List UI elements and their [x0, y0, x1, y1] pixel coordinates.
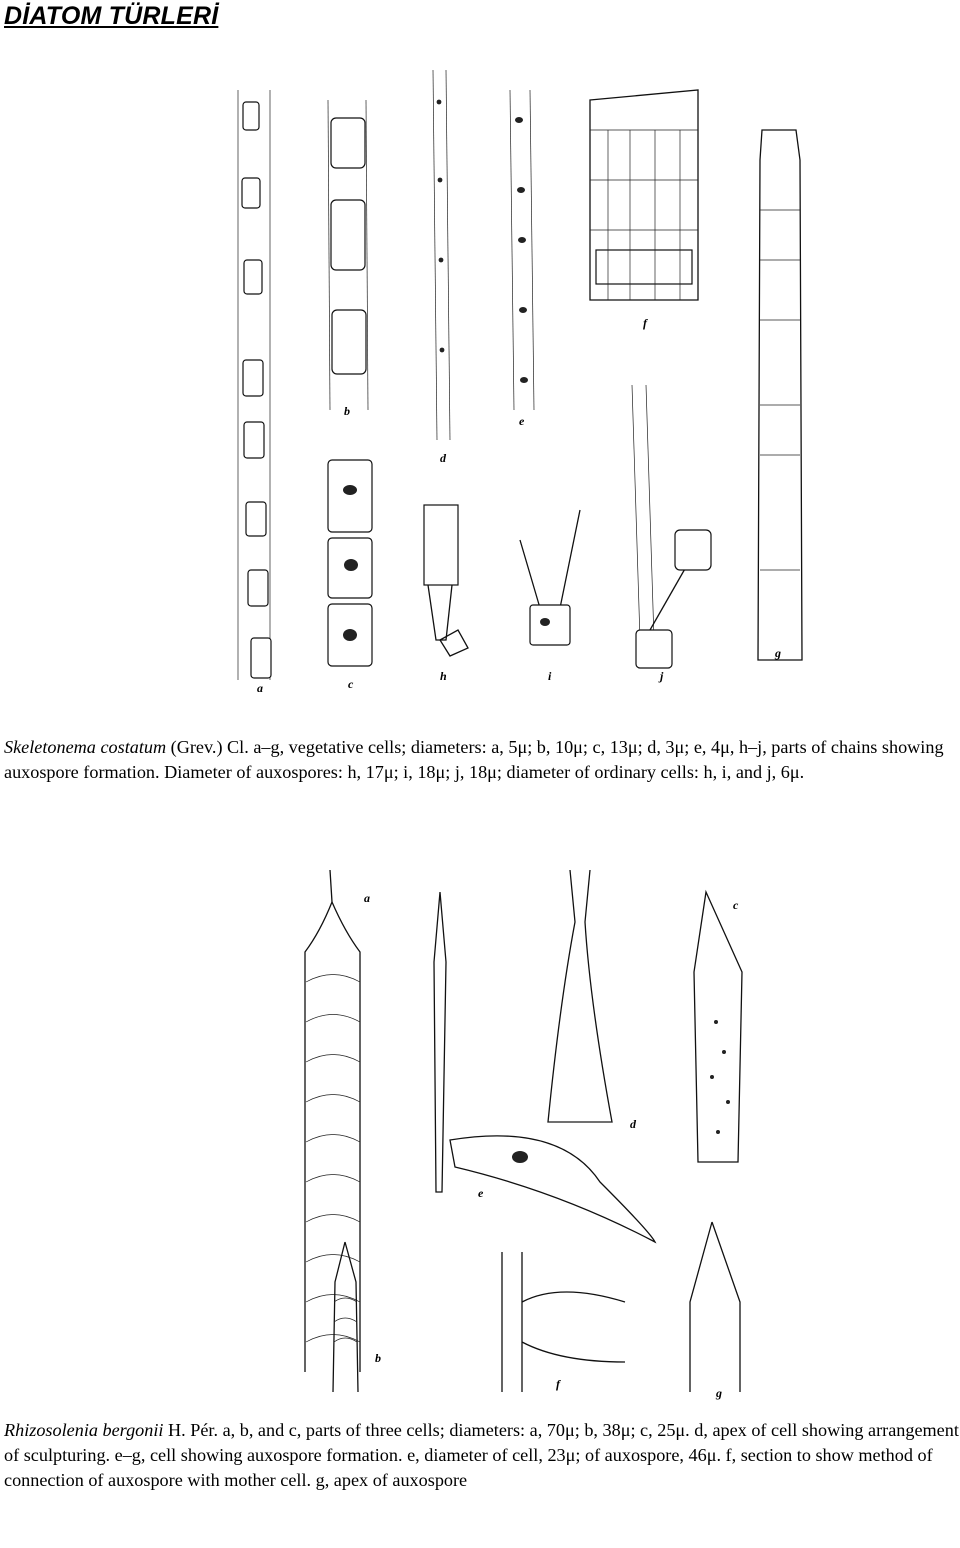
- fig2-label-e: e: [478, 1186, 484, 1200]
- fig1-label-f: f: [643, 316, 647, 330]
- cell-chain-h: [424, 505, 468, 656]
- cell-chain-b: [328, 100, 368, 410]
- fig2-label-g: g: [716, 1386, 722, 1400]
- cell-chain-i: [520, 510, 580, 645]
- cell-chain-e: [510, 90, 534, 410]
- caption1-species: Skeletonema costatum: [4, 737, 167, 757]
- fig1-label-a: a: [257, 681, 263, 695]
- fig1-label-g: g: [775, 646, 781, 660]
- caption1-text: (Grev.) Cl. a–g, vegetative cells; diameters: a, 5μ; b, 10μ; c, 13μ; d, 3μ; e, 4μ, h–j, parts of chains showing auxospore formation. Diameter of auxospores: h, 17μ; i, 18μ; j, 18μ; diameter of ordinary cells: h, i, and j, 6μ.: [4, 737, 944, 782]
- fig1-label-d: d: [440, 451, 446, 465]
- cell-g: [758, 130, 802, 660]
- cell-spindle: [434, 892, 446, 1192]
- figure-rhizosolenia: [0, 862, 960, 1402]
- cell-f: [590, 90, 698, 300]
- fig2-label-a: a: [364, 891, 370, 905]
- cell-a: [305, 870, 360, 1372]
- figure-skeletonema: [0, 60, 960, 710]
- fig1-label-e: e: [519, 414, 525, 428]
- fig2-label-f: f: [556, 1377, 560, 1391]
- caption-rhizosolenia: [4, 1418, 960, 1493]
- caption2-species: Rhizosolenia bergonii: [4, 1420, 164, 1440]
- cell-chain-d: [433, 70, 450, 440]
- cell-g-apex: [690, 1222, 740, 1392]
- page-title: DİATOM TÜRLERİ: [4, 2, 219, 30]
- cell-chain-c: [328, 460, 372, 666]
- fig2-label-b: b: [375, 1351, 381, 1365]
- cell-d: [548, 870, 612, 1122]
- fig1-label-h: h: [440, 669, 447, 683]
- fig1-label-c: c: [348, 677, 354, 691]
- fig2-label-c: c: [733, 898, 739, 912]
- cell-chain-j: [632, 385, 711, 668]
- fig1-label-b: b: [344, 404, 350, 418]
- cell-c: [694, 892, 742, 1162]
- cell-b: [333, 1242, 358, 1392]
- fig2-label-d: d: [630, 1117, 636, 1131]
- fig1-label-j: j: [660, 669, 664, 683]
- caption2-text: H. Pér. a, b, and c, parts of three cells; diameters: a, 70μ; b, 38μ; c, 25μ. d, apex of cell showing arrangement of sculpturing. e–g, cell showing auxospore formation. e, diameter of cell, 23μ; of auxospore, 46μ. f, section to show method of connection of auxospore with mother cell. g, apex of auxospore: [4, 1420, 959, 1490]
- cell-chain-a: [238, 90, 271, 680]
- fig1-label-i: i: [548, 669, 552, 683]
- caption-skeletonema: [4, 735, 960, 785]
- cell-f-section: [502, 1252, 625, 1392]
